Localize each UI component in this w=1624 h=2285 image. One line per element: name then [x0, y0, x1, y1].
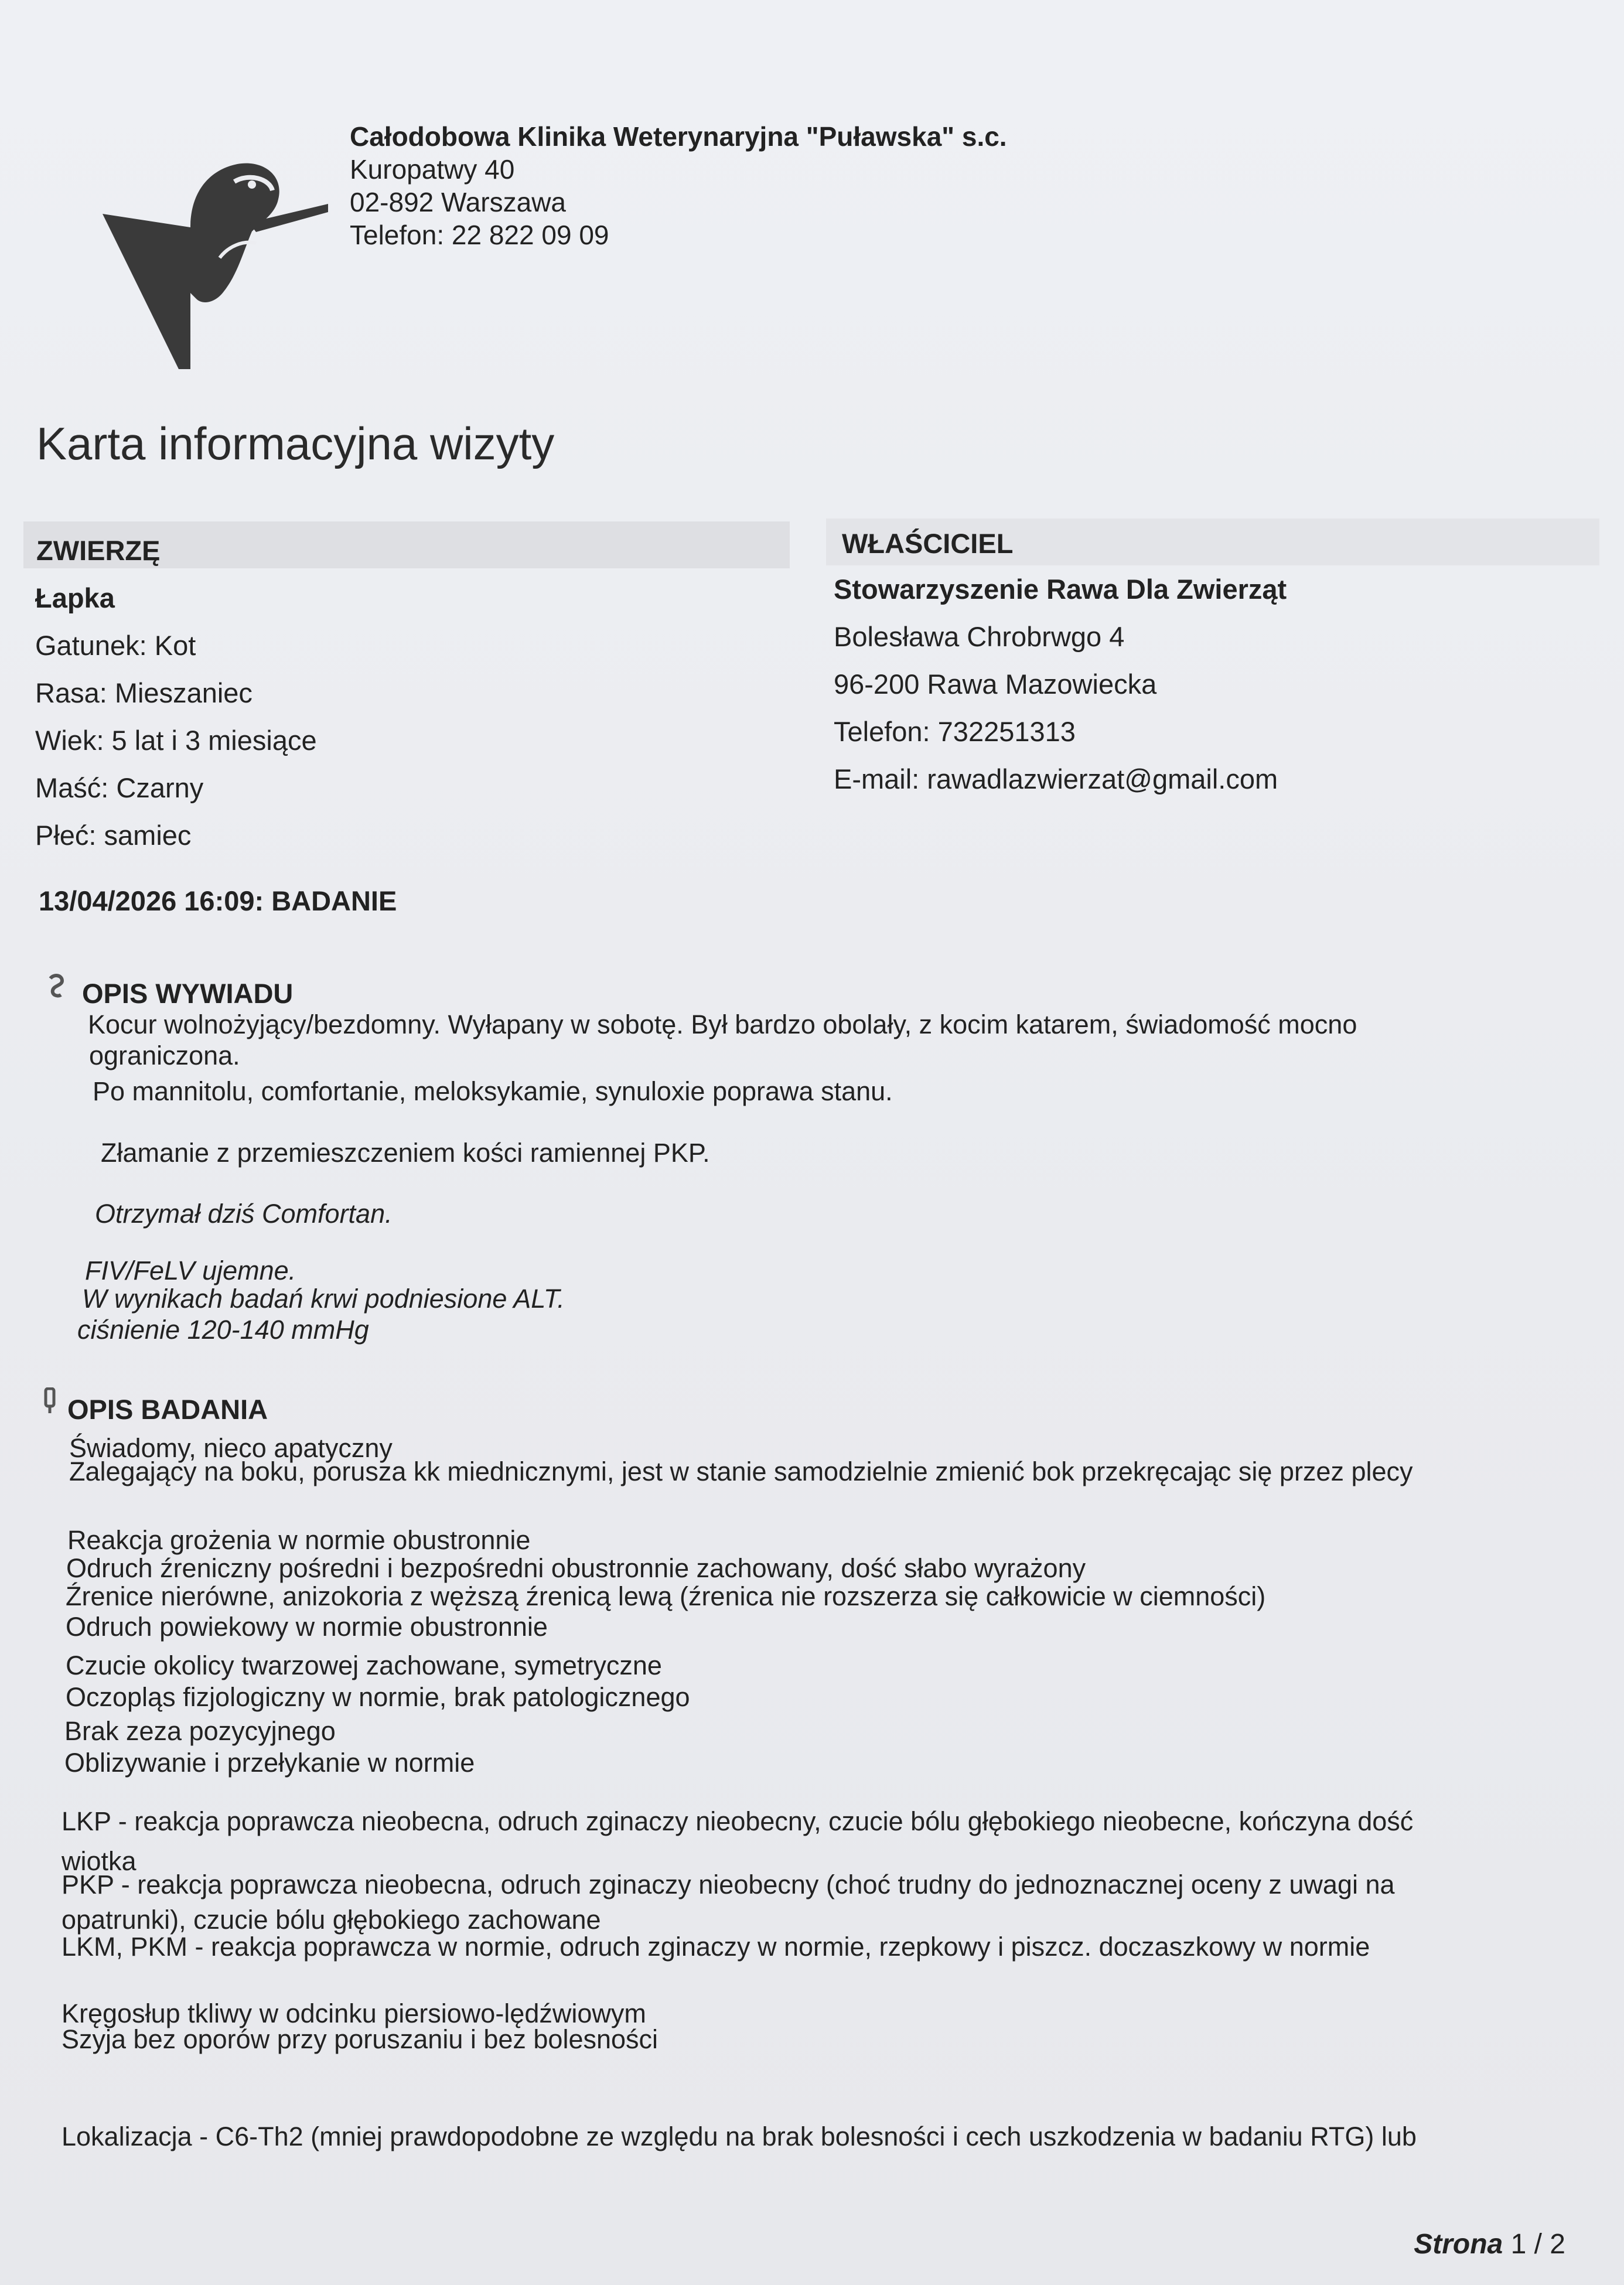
animal-heading: ZWIERZĘ	[36, 535, 161, 566]
exam-line: Szyja bez oporów przy poruszaniu i bez bolesności	[62, 2024, 659, 2054]
animal-name: Łapka	[35, 582, 115, 613]
clinic-name: Całodobowa Klinika Weterynaryjna "Puławska" s.c.	[350, 121, 1007, 152]
page-indicator	[1414, 2228, 1565, 2260]
document-title: Karta informacyjna wizyty	[36, 418, 555, 469]
history-line: ograniczona.	[89, 1041, 240, 1070]
exam-line: Oczopląs fizjologiczny w normie, brak patologicznego	[66, 1682, 690, 1712]
exam-line: Czucie okolicy twarzowej zachowane, symetryczne	[66, 1650, 662, 1680]
owner-heading: WŁAŚCICIEL	[842, 528, 1014, 559]
exam-line: Brak zeza pozycyjnego	[64, 1716, 336, 1746]
exam-heading: OPIS BADANIA	[67, 1394, 268, 1425]
exam-line: LKM, PKM - reakcja poprawcza w normie, odruch zginaczy w normie, rzepkowy i piszcz. doczaszkowy w normie	[62, 1932, 1370, 1962]
exam-line: wiotka	[62, 1846, 137, 1876]
owner-email: E-mail: rawadlazwierzat@gmail.com	[834, 763, 1278, 794]
history-line: ciśnienie 120-140 mmHg	[77, 1315, 369, 1345]
page-label: Strona	[1414, 2229, 1503, 2260]
history-line: FIV/FeLV ujemne.	[85, 1256, 296, 1285]
exam-line: Zalegający na boku, porusza kk miednicznymi, jest w stanie samodzielnie zmienić bok przekręcając się przez plecy	[69, 1457, 1413, 1486]
history-heading: OPIS WYWIADU	[82, 978, 294, 1009]
history-icon	[46, 974, 66, 1000]
exam-line: Odruch powiekowy w normie obustronnie	[66, 1612, 548, 1642]
animal-age: Wiek: 5 lat i 3 miesiące	[35, 725, 317, 756]
visit-header: 13/04/2026 16:09: BADANIE	[39, 885, 397, 916]
animal-details	[35, 574, 317, 859]
animal-color: Maść: Czarny	[35, 772, 204, 803]
clinic-logo	[103, 158, 331, 369]
clinic-phone: Telefon: 22 822 09 09	[350, 220, 609, 250]
exam-line: Kręgosłup tkliwy w odcinku piersiowo-lędźwiowym	[62, 1998, 646, 2028]
exam-line: Odruch źreniczny pośredni i bezpośredni obustronnie zachowany, dość słabo wyrażony	[66, 1553, 1086, 1583]
page-number: 1	[1510, 2229, 1527, 2260]
exam-icon	[40, 1387, 60, 1413]
history-line: W wynikach badań krwi podniesione ALT.	[82, 1284, 565, 1314]
owner-city: 96-200 Rawa Mazowiecka	[834, 669, 1157, 700]
animal-sex: Płeć: samiec	[35, 820, 192, 851]
clinic-info	[350, 120, 1007, 251]
clinic-street: Kuropatwy 40	[350, 154, 515, 185]
owner-name: Stowarzyszenie Rawa Dla Zwierząt	[834, 574, 1287, 605]
exam-line: Oblizywanie i przełykanie w normie	[64, 1748, 475, 1778]
exam-line: opatrunki), czucie bólu głębokiego zachowane	[62, 1905, 601, 1935]
history-line: Po mannitolu, comfortanie, meloksykamie, synuloxie poprawa stanu.	[93, 1076, 893, 1106]
history-line: Złamanie z przemieszczeniem kości ramiennej PKP.	[101, 1138, 710, 1168]
exam-line: Reakcja grożenia w normie obustronnie	[67, 1525, 531, 1555]
history-line: Otrzymał dziś Comfortan.	[95, 1199, 393, 1229]
exam-line: Lokalizacja - C6-Th2 (mniej prawdopodobne ze względu na brak bolesności i cech uszkodzenia w badaniu RTG) lub	[62, 2122, 1417, 2151]
owner-street: Bolesława Chrobrwgo 4	[834, 621, 1125, 652]
owner-phone: Telefon: 732251313	[834, 716, 1076, 747]
exam-line: PKP - reakcja poprawcza nieobecna, odruch zginaczy nieobecny (choć trudny do jednoznacznej oceny z uwagi na	[62, 1870, 1395, 1899]
page-total: / 2	[1534, 2229, 1565, 2260]
clinic-city: 02-892 Warszawa	[350, 187, 567, 217]
owner-details	[834, 565, 1287, 803]
exam-line: LKP - reakcja poprawcza nieobecna, odruch zginaczy nieobecny, czucie bólu głębokiego nieobecne, kończyna dość	[62, 1806, 1414, 1836]
animal-breed: Rasa: Mieszaniec	[35, 677, 253, 708]
exam-line: Świadomy, nieco apatyczny	[69, 1433, 393, 1463]
animal-species: Gatunek: Kot	[35, 630, 196, 661]
history-line: Kocur wolnożyjący/bezdomny. Wyłapany w sobotę. Był bardzo obolały, z kocim katarem, świadomość mocno	[88, 1010, 1357, 1039]
exam-line: Źrenice nierówne, anizokoria z węższą źrenicą lewą (źrenica nie rozszerza się całkowicie w ciemności)	[66, 1581, 1266, 1611]
